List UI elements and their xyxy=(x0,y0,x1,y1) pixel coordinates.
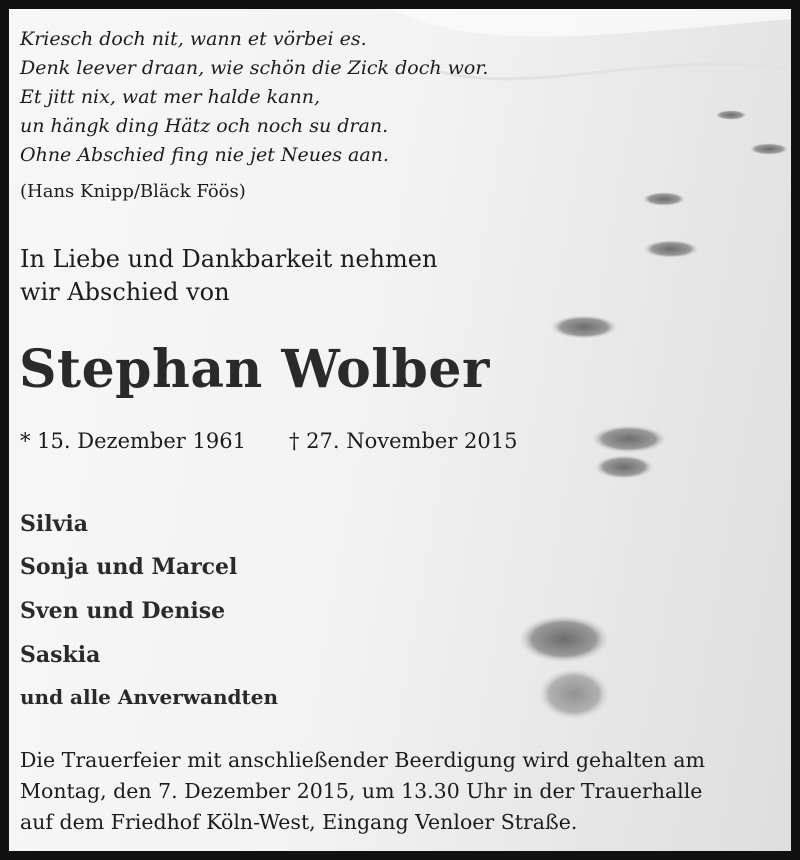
service-line: auf dem Friedhof Köln-West, Eingang Venloer Straße. xyxy=(20,810,578,834)
mourner-name: Saskia xyxy=(20,642,101,668)
death-date: † 27. November 2015 xyxy=(289,429,518,453)
footprint xyxy=(642,192,686,206)
poem-line: Et jitt nix, wat mer halde kann, xyxy=(20,86,321,108)
poem-line: un hängk ding Hätz och noch su dran. xyxy=(20,115,389,137)
footprint xyxy=(594,455,654,479)
poem-line: Kriesch doch nit, wann et vörbei es. xyxy=(20,28,367,50)
intro-line: In Liebe und Dankbarkeit nehmen xyxy=(20,245,438,273)
service-line: Montag, den 7. Dezember 2015, um 13.30 Uhr in der Trauerhalle xyxy=(20,779,703,803)
poem xyxy=(20,25,488,170)
footprint xyxy=(518,615,610,663)
footprint xyxy=(591,425,667,453)
footprint xyxy=(550,315,618,339)
mourner-name: Sonja und Marcel xyxy=(20,554,238,580)
poem-author: (Hans Knipp/Bläck Föös) xyxy=(20,181,246,202)
footprint xyxy=(715,110,747,120)
deceased-name: Stephan Wolber xyxy=(19,339,490,400)
mourner-name: Silvia xyxy=(20,511,88,537)
funeral-service-info xyxy=(20,745,705,838)
relatives-line: und alle Anverwandten xyxy=(20,685,279,709)
mourner-name: Sven und Denise xyxy=(20,598,226,624)
birth-date: * 15. Dezember 1961 xyxy=(20,429,246,453)
intro-text xyxy=(20,243,437,309)
footprint xyxy=(749,143,789,155)
poem-line: Denk leever draan, wie schön die Zick doch wor. xyxy=(20,57,489,79)
footprint xyxy=(538,668,610,720)
poem-line: Ohne Abschied fing nie jet Neues aan. xyxy=(20,144,389,166)
service-line: Die Trauerfeier mit anschließender Beerdigung wird gehalten am xyxy=(20,748,705,772)
footprint xyxy=(643,240,699,258)
intro-line: wir Abschied von xyxy=(20,278,230,306)
